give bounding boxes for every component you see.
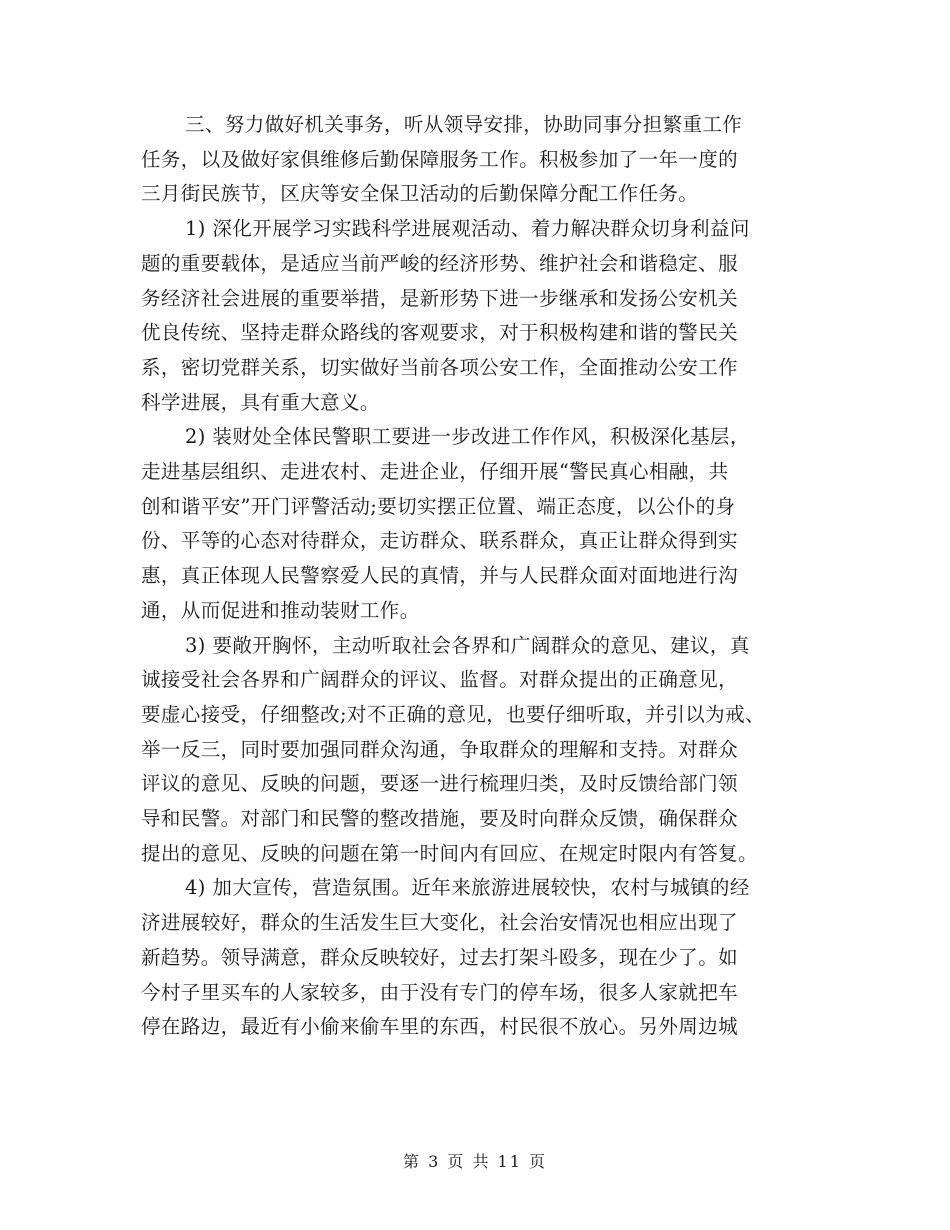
- text-line: 创和谐平安”开门评警活动;要切实摆正位置、端正态度，以公仆的身: [141, 494, 736, 518]
- text-line: 导和民警。对部门和民警的整改措施，要及时向群众反馈，确保群众: [141, 807, 739, 831]
- paragraph-item-3: [141, 629, 841, 872]
- text-line: 走进基层组织、走进农村、走进企业，仔细开展“警民真心相融，共: [141, 460, 729, 484]
- text-line: 任务，以及做好家俱维修后勤保障服务工作。积极参加了一年一度的: [141, 147, 739, 171]
- text-line: 要虚心接受，仔细整改;对不正确的意见，也要仔细听取，并引以为戒、: [141, 702, 765, 726]
- document-body: [141, 108, 841, 1045]
- text-line: 诚接受社会各界和广阔群众的评议、监督。对群众提出的正确意见，: [141, 668, 739, 692]
- text-line: 停在路边，最近有小偷来偷车里的东西，村民很不放心。另外周边城: [141, 1015, 739, 1039]
- text-line: 通，从而促进和推动装财工作。: [141, 598, 420, 622]
- paragraph-intro: [141, 108, 841, 212]
- text-line: 题的重要载体，是适应当前严峻的经济形势、维护社会和谐稳定、服: [141, 251, 739, 275]
- text-line: 1) 深化开展学习实践科学进展观活动、着力解决群众切身利益问: [185, 217, 750, 241]
- text-line: 举一反三，同时要加强同群众沟通，争取群众的理解和支持。对群众: [141, 737, 739, 761]
- text-line: 评议的意见、反映的问题，要逐一进行梳理归类，及时反馈给部门领: [141, 772, 739, 796]
- paragraph-item-4: [141, 871, 841, 1045]
- text-line: 优良传统、坚持走群众路线的客观要求，对于积极构建和谐的警民关: [141, 321, 739, 345]
- text-line: 4) 加大宣传，营造氛围。近年来旅游进展较快，农村与城镇的经: [185, 876, 750, 900]
- text-line: 今村子里买车的人家较多，由于没有专门的停车场，很多人家就把车: [141, 980, 739, 1004]
- paragraph-item-2: [141, 420, 841, 628]
- text-line: 三月街民族节，区庆等安全保卫活动的后勤保障分配工作任务。: [141, 182, 699, 206]
- text-line: 济进展较好，群众的生活发生巨大变化，社会治安情况也相应出现了: [141, 911, 739, 935]
- text-line: 份、平等的心态对待群众，走访群众、联系群众，真正让群众得到实: [141, 529, 739, 553]
- text-line: 2) 装财处全体民警职工要进一步改进工作作风，积极深化基层，: [185, 425, 750, 449]
- text-line: 3) 要敞开胸怀，主动听取社会各界和广阔群众的意见、建议，真: [185, 633, 750, 657]
- paragraph-item-1: [141, 212, 841, 420]
- text-line: 提出的意见、反映的问题在第一时间内有回应、在规定时限内有答复。: [141, 841, 758, 865]
- text-line: 三、努力做好机关事务，听从领导安排，协助同事分担繁重工作: [185, 113, 743, 136]
- text-line: 科学进展，具有重大意义。: [141, 390, 380, 414]
- text-line: 惠，真正体现人民警察爱人民的真情，并与人民群众面对面地进行沟: [141, 564, 739, 588]
- text-line: 务经济社会进展的重要举措，是新形势下进一步继承和发扬公安机关: [141, 286, 739, 310]
- page-number-footer: 第 3 页 共 11 页: [403, 1152, 547, 1171]
- text-line: 系，密切党群关系，切实做好当前各项公安工作，全面推动公安工作: [141, 355, 739, 379]
- text-line: 新趋势。领导满意，群众反映较好，过去打架斗殴多，现在少了。如: [141, 945, 739, 969]
